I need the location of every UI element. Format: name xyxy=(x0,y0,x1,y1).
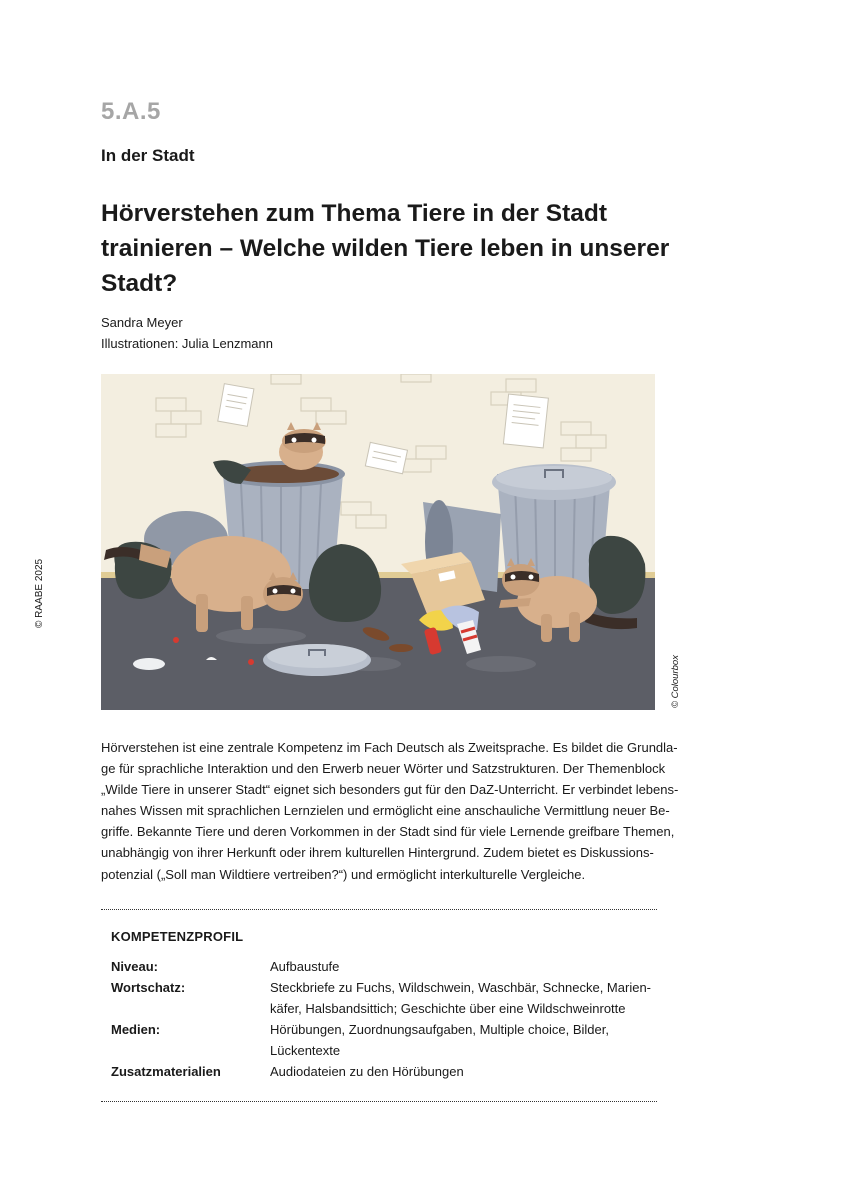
category-heading: In der Stadt xyxy=(101,146,195,165)
illustrator-credit: Illustrationen: Julia Lenzmann xyxy=(101,336,273,351)
profile-label: Zusatzmaterialien xyxy=(111,1064,221,1079)
section-code: 5.A.5 xyxy=(101,98,161,125)
profile-value-line: Lückentexte xyxy=(270,1043,341,1058)
profile-value xyxy=(270,1019,670,1061)
intro-paragraph xyxy=(101,737,679,885)
profile-value-line: Hörübungen, Zuordnungsaufgaben, Multiple choice, Bilder, xyxy=(270,1022,609,1037)
profile-value-line: käfer, Halsbandsittich; Geschichte über eine Wildschweinrotte xyxy=(270,1001,626,1016)
intro-line: ge für sprachliche Interaktion und den Erwerb neuer Wörter und Satzstrukturen. Der Themenblock xyxy=(101,761,666,777)
intro-line: potenzial („Soll man Wildtiere vertreiben?“) und ermöglicht interkulturelle Vergleiche. xyxy=(101,866,586,882)
title-line: trainieren – Welche wilden Tiere leben in unserer xyxy=(101,235,670,262)
profile-value xyxy=(270,1061,670,1082)
raccoon-illustration-svg xyxy=(101,374,655,710)
competence-profile xyxy=(101,909,657,1102)
profile-value xyxy=(270,977,670,1019)
profile-value xyxy=(270,956,670,977)
profile-label: Wortschatz: xyxy=(111,980,186,995)
intro-line: Hörverstehen ist eine zentrale Kompetenz im Fach Deutsch als Zweitsprache. Es bildet die Grundla- xyxy=(101,740,678,755)
title-line: Stadt? xyxy=(101,270,178,297)
intro-line: griffe. Bekannte Tiere und deren Vorkommen in der Stadt sind für viele Lernende greifbare Themen, xyxy=(101,824,675,840)
title-line: Hörverstehen zum Thema Tiere in der Stadt xyxy=(101,200,608,227)
page-title xyxy=(101,196,681,301)
profile-value-line: Audiodateien zu den Hörübungen xyxy=(270,1064,464,1079)
image-credit: © Colourbox xyxy=(670,655,681,708)
profile-value-line: Aufbaustufe xyxy=(270,959,340,974)
side-copyright: © RAABE 2025 xyxy=(34,558,45,628)
profile-heading: KOMPETENZPROFIL xyxy=(111,929,244,944)
intro-line: „Wilde Tiere in unserer Stadt“ eignet sich besonders gut für den DaZ-Unterricht. Er verbindet lebens- xyxy=(101,782,679,798)
raccoon-illustration xyxy=(101,374,655,710)
profile-value-line: Steckbriefe zu Fuchs, Wildschwein, Waschbär, Schnecke, Marien- xyxy=(270,980,651,995)
profile-label: Niveau: xyxy=(111,959,158,974)
bin-lid xyxy=(263,644,371,676)
profile-label: Medien: xyxy=(111,1022,161,1037)
intro-line: nahes Wissen mit sprachlichen Lernzielen und ermöglicht eine anschauliche Vermittlung neuer Be- xyxy=(101,803,670,819)
intro-line: unabhängig von ihrer Herkunft oder ihrem kulturellen Hintergrund. Zudem bietet es Diskussions- xyxy=(101,845,654,861)
author: Sandra Meyer xyxy=(101,315,183,330)
